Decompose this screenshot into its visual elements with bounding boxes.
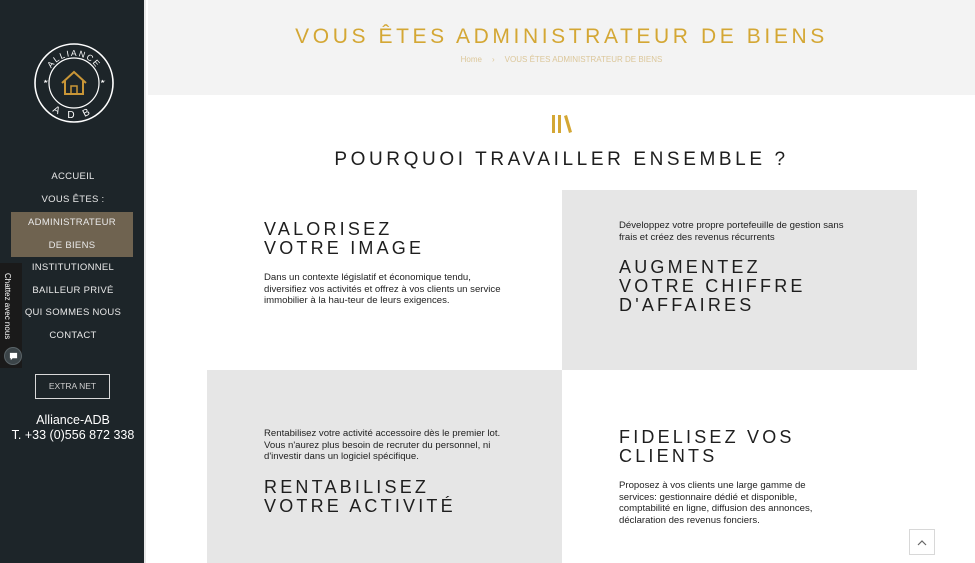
logo-text-top: ALLIANCE (44, 47, 104, 70)
card-title-line: FIDELISEZ VOS (619, 427, 795, 447)
nav-item-administrateur-label-2[interactable]: DE BIENS (48, 239, 96, 251)
page-title: VOUS ÊTES ADMINISTRATEUR DE BIENS (295, 25, 828, 48)
books-icon (551, 114, 573, 134)
chat-tab-label: Chattez avec nous (3, 273, 12, 340)
scroll-to-top-button[interactable] (909, 529, 935, 555)
company-name: Alliance-ADB (36, 413, 110, 427)
chevron-up-icon (917, 539, 927, 546)
chat-bubble-icon[interactable] (4, 347, 22, 365)
alliance-adb-logo[interactable] (33, 42, 115, 124)
card-title-line: RENTABILISEZ (264, 477, 430, 497)
card-intro: Développez votre propre portefeuille de gestion sans frais et créez des revenus récurrents (619, 220, 844, 243)
card-title-line: D'AFFAIRES (619, 295, 755, 315)
nav-item-accueil[interactable]: ACCUEIL (51, 171, 95, 182)
card-intro: Rentabilisez votre activité accessoire dès le premier lot. Vous n'aurez plus besoin de recruter du personnel, ni d'investir dans un logiciel spécifique. (264, 428, 501, 463)
nav-item-qui-sommes-nous[interactable]: QUI SOMMES NOUS (24, 307, 122, 319)
nav-item-administrateur-label-1[interactable]: ADMINISTRATEUR (28, 217, 116, 228)
nav-item-administrateur-active[interactable] (11, 212, 133, 257)
breadcrumb-current: VOUS ÊTES ADMINISTRATEUR DE BIENS (504, 55, 663, 64)
card-text: Proposez à vos clients une large gamme de services: gestionnaire dédié et disponible, comptabilité en ligne, diffusion des annonces, déclaration des revenus fonciers. (619, 480, 813, 527)
page-header (148, 0, 975, 95)
card-title-line: VOTRE CHIFFRE (619, 276, 806, 296)
card-fidelisez (562, 370, 917, 563)
card-title-line: VOTRE IMAGE (264, 238, 425, 258)
card-text: Dans un contexte législatif et économique tendu, diversifiez vos activités et offrez à vos clients un service immobilier à la hau-teur de leurs exigences. (264, 272, 501, 307)
logo-text-bottom: ADB (50, 103, 98, 122)
extranet-button[interactable]: EXTRA NET (35, 374, 110, 399)
card-title-line: CLIENTS (619, 446, 718, 466)
breadcrumb-home[interactable]: Home (460, 55, 482, 64)
nav-item-contact[interactable]: CONTACT (49, 329, 97, 341)
card-title (619, 258, 806, 315)
card-augmentez (562, 190, 917, 370)
nav-item-bailleur-prive[interactable]: BAILLEUR PRIVÉ (32, 284, 114, 296)
main-nav (0, 166, 146, 211)
card-title-line: VOTRE ACTIVITÉ (264, 496, 456, 516)
company-info (0, 413, 146, 443)
company-phone[interactable]: T. +33 (0)556 872 338 (11, 428, 135, 442)
breadcrumb-separator: › (492, 55, 495, 64)
card-rentabilisez (207, 370, 562, 563)
breadcrumb (148, 55, 975, 64)
card-title-line: VALORISEZ (264, 219, 393, 239)
card-title (619, 428, 795, 466)
card-title (264, 220, 424, 258)
section-title: POURQUOI TRAVAILLER ENSEMBLE ? (334, 149, 789, 170)
nav-item-vous-etes[interactable]: VOUS ÊTES : (41, 193, 105, 205)
nav-item-institutionnel[interactable]: INSTITUTIONNEL (31, 262, 115, 273)
card-title (264, 478, 456, 516)
card-title-line: AUGMENTEZ (619, 257, 761, 277)
card-valorisez (207, 190, 562, 370)
